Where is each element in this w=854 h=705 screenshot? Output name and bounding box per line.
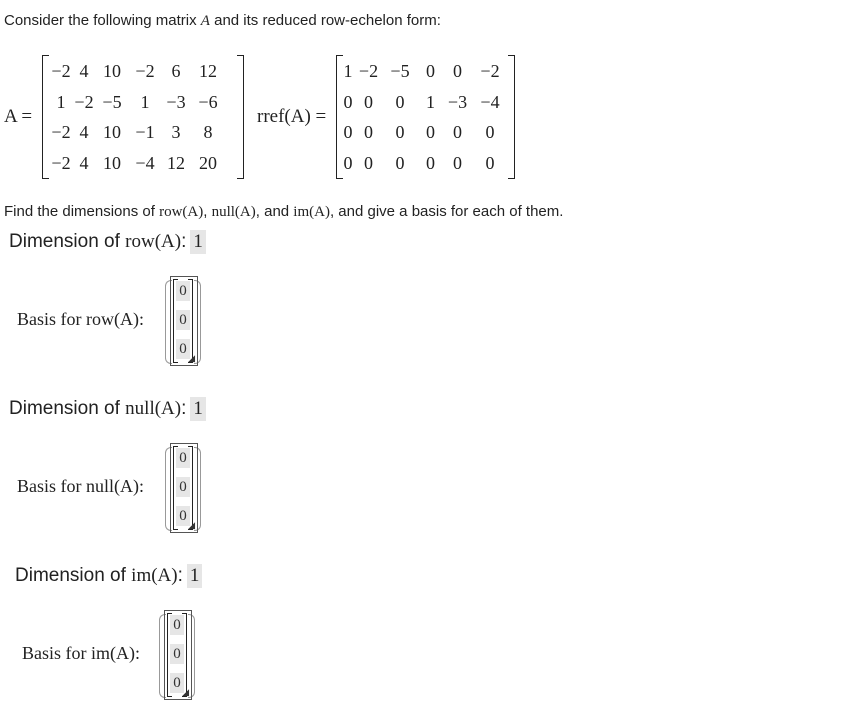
- dimension-null-answer[interactable]: 1: [190, 397, 206, 421]
- rref-cell: 0: [485, 152, 495, 173]
- dimension-null-prefix: Dimension of: [9, 398, 126, 419]
- matrix-a-cell: 10: [103, 61, 121, 81]
- dimension-row-func: row(A): [125, 231, 182, 252]
- matrix-a-cell: −4: [135, 152, 155, 173]
- dimension-null-line: [9, 397, 206, 421]
- intro-prefix: Consider the following matrix: [4, 12, 201, 29]
- rref-cell: 0: [364, 122, 373, 142]
- rref-cell: 1: [343, 61, 353, 81]
- basis-im-vector[interactable]: [159, 610, 195, 700]
- matrix-a-cell: −6: [198, 91, 218, 112]
- rref-cell: 0: [364, 91, 373, 112]
- rref-cell: −2: [358, 61, 379, 81]
- dimension-im-func: im(A): [131, 565, 178, 586]
- rref-cell: 0: [395, 122, 405, 142]
- dimension-im-prefix: Dimension of: [15, 565, 132, 586]
- find-instruction: [4, 203, 563, 221]
- rref-cell: 0: [453, 61, 462, 81]
- rref-label: rref(A) =: [257, 106, 327, 127]
- rref-cell: 0: [395, 91, 405, 112]
- matrix-a-right-bracket: [237, 55, 244, 179]
- rref-cell: 0: [343, 91, 353, 112]
- basis-row-vector[interactable]: [165, 276, 201, 366]
- basis-im-label: Basis for im(A):: [22, 643, 140, 663]
- dimension-im-line: [15, 564, 202, 588]
- rref-cell: 0: [453, 122, 462, 142]
- matrix-a-cell: −1: [135, 122, 155, 142]
- dimension-row-answer[interactable]: 1: [190, 230, 206, 254]
- matrix-a-cell: −2: [51, 61, 71, 81]
- basis-null-label: Basis for null(A):: [17, 476, 144, 496]
- matrix-a-cell: 10: [103, 152, 121, 173]
- basis-row-entry-3[interactable]: 0: [176, 339, 190, 359]
- rref-right-bracket: [508, 55, 515, 179]
- basis-row-entry-1[interactable]: 0: [176, 281, 190, 301]
- resize-handle-icon[interactable]: ◢: [188, 520, 195, 530]
- find-prefix: Find the dimensions of: [4, 203, 160, 220]
- rref-cell: 0: [426, 152, 435, 173]
- basis-null-entry-2[interactable]: 0: [176, 477, 190, 497]
- find-sep1: ,: [203, 203, 212, 220]
- rref-cell: 0: [343, 152, 353, 173]
- dimension-null-func: null(A): [125, 398, 182, 419]
- matrix-a-label: A =: [4, 106, 33, 127]
- matrix-a-cell: −2: [135, 61, 155, 81]
- find-im: im(A): [293, 204, 330, 220]
- dimension-null-colon: :: [181, 398, 187, 419]
- rref-cell: 0: [426, 122, 435, 142]
- dimension-row-prefix: Dimension of: [9, 231, 126, 252]
- matrix-a-cell: 1: [140, 91, 150, 112]
- find-row: row(A): [159, 204, 204, 220]
- problem-intro: [4, 12, 441, 30]
- matrix-a-cell: 3: [171, 122, 181, 142]
- matrix-a-cell: −3: [166, 91, 186, 112]
- matrix-a-cell: 8: [203, 122, 213, 142]
- dimension-row-line: [9, 230, 206, 254]
- matrix-a-cell: −2: [51, 122, 71, 142]
- find-sep2: , and: [255, 203, 294, 220]
- rref-cell: 0: [395, 152, 405, 173]
- rref-cell: 0: [485, 122, 495, 142]
- resize-handle-icon[interactable]: ◢: [182, 687, 189, 697]
- matrix-a-cell: 1: [56, 91, 66, 112]
- rref-cell: 0: [426, 61, 435, 81]
- dimension-im-colon: :: [177, 565, 183, 586]
- matrix-a-cell: 12: [199, 61, 217, 81]
- matrix-a-cell: 6: [171, 61, 181, 81]
- matrix-a: [48, 56, 224, 178]
- rref-cell: −3: [447, 91, 468, 112]
- intro-var: A: [200, 13, 210, 29]
- dimension-im-answer[interactable]: 1: [187, 564, 203, 588]
- rref-cell: 0: [453, 152, 462, 173]
- basis-im-entry-1[interactable]: 0: [170, 615, 184, 635]
- basis-row-entry-2[interactable]: 0: [176, 310, 190, 330]
- find-null: null(A): [211, 204, 256, 220]
- matrix-a-cell: −5: [102, 91, 122, 112]
- matrix-a-cell: 12: [167, 152, 185, 173]
- basis-row-label: Basis for row(A):: [17, 309, 144, 329]
- rref-cell: −5: [390, 61, 410, 81]
- matrix-a-cell: 10: [103, 122, 121, 142]
- rref-cell: 0: [364, 152, 373, 173]
- matrix-a-cell: 4: [79, 122, 89, 142]
- basis-im-entry-2[interactable]: 0: [170, 644, 184, 664]
- rref-cell: −2: [480, 61, 500, 81]
- basis-null-entry-1[interactable]: 0: [176, 448, 190, 468]
- matrix-a-cell: 20: [199, 152, 217, 173]
- intro-suffix: and its reduced row-echelon form:: [209, 12, 441, 29]
- rref-matrix: [341, 56, 508, 178]
- matrix-a-cell: 4: [79, 152, 89, 173]
- basis-im-entry-3[interactable]: 0: [170, 673, 184, 693]
- resize-handle-icon[interactable]: ◢: [188, 353, 195, 363]
- matrix-a-cell: −2: [74, 91, 94, 112]
- rref-cell: 0: [343, 122, 353, 142]
- dimension-row-colon: :: [181, 231, 187, 252]
- basis-null-entry-3[interactable]: 0: [176, 506, 190, 526]
- rref-cell: −4: [480, 91, 500, 112]
- matrix-a-cell: −2: [51, 152, 71, 173]
- rref-cell: 1: [426, 91, 435, 112]
- find-suffix: , and give a basis for each of them.: [329, 203, 564, 220]
- basis-null-vector[interactable]: [165, 443, 201, 533]
- matrix-a-cell: 4: [79, 61, 89, 81]
